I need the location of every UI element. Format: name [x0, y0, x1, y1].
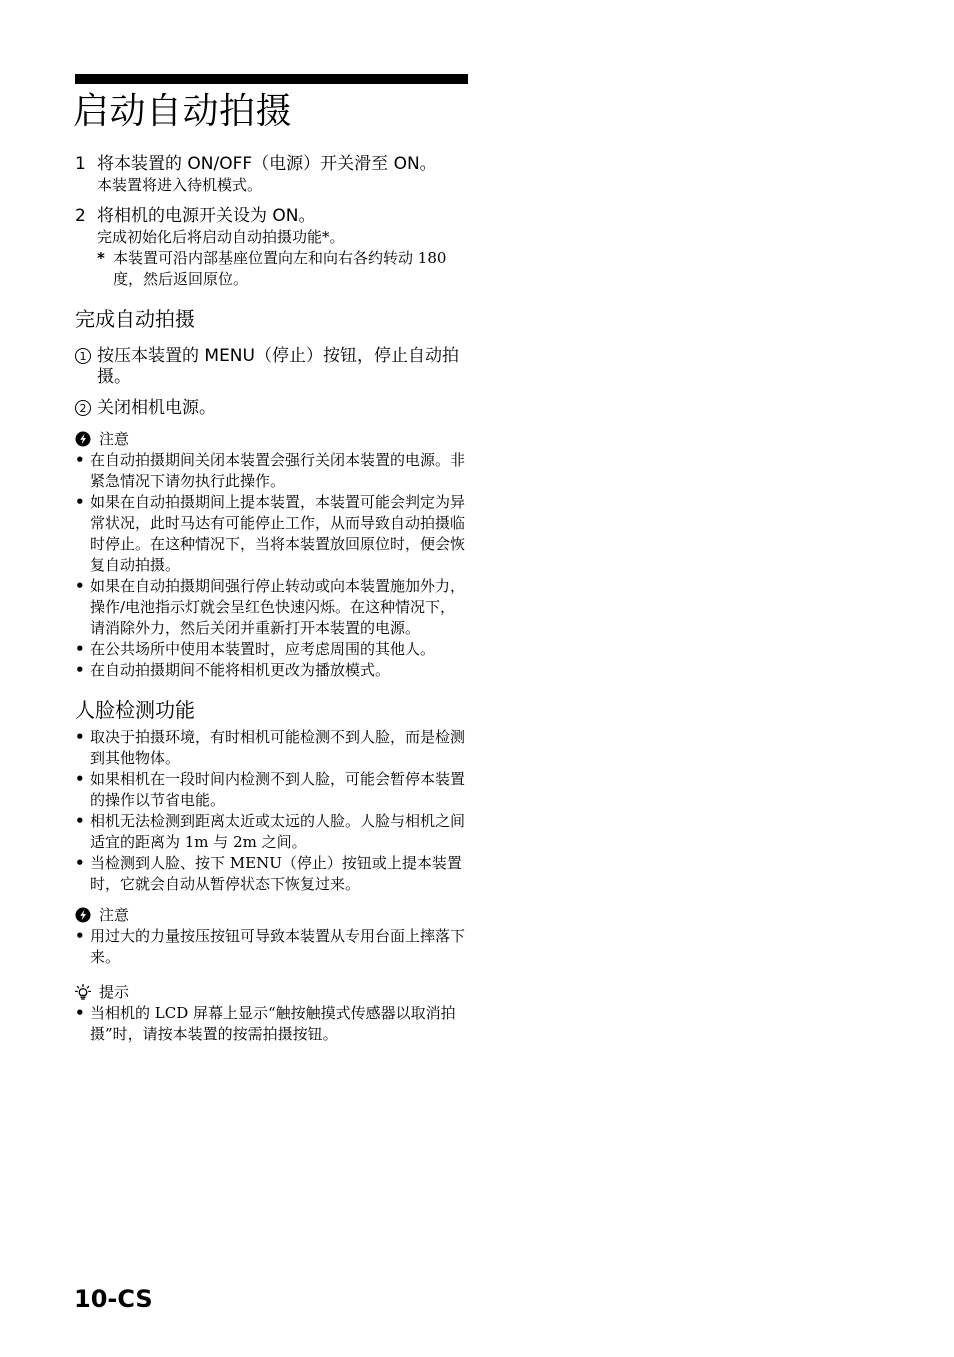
bullet: • — [75, 927, 85, 945]
circled-number: 1 — [75, 348, 91, 364]
bullet: • — [75, 812, 85, 830]
list-item-text: 当检测到人脸、按下 MENU（停止）按钮或上提本装置时，它就会自动从暂停状态下恢复过来。 — [90, 854, 462, 893]
bullet: • — [75, 770, 85, 788]
finish-item-text: 按压本装置的 MENU（停止）按钮，停止自动拍摄。 — [97, 346, 459, 387]
caution-icon — [75, 907, 91, 923]
bullet: • — [75, 577, 85, 595]
bullet: • — [75, 728, 85, 746]
list-item — [75, 576, 468, 639]
content-column — [75, 74, 468, 1045]
list-item — [75, 853, 468, 895]
bullet: • — [75, 661, 85, 679]
list-item — [75, 727, 468, 769]
list-item-text: 当相机的 LCD 屏幕上显示“触按触摸式传感器以取消拍摄”时，请按本装置的按需拍摄按钮。 — [90, 1004, 456, 1043]
list-item-text: 在自动拍摄期间不能将相机更改为播放模式。 — [90, 661, 391, 679]
caution-list — [75, 926, 468, 968]
caution-text: 注意 — [99, 430, 130, 448]
bullet: • — [75, 640, 85, 658]
step-1 — [75, 154, 468, 196]
caution-text: 注意 — [99, 906, 130, 924]
bullet: • — [75, 493, 85, 511]
title-rule — [75, 74, 468, 84]
footnote — [97, 248, 468, 290]
list-item — [75, 660, 468, 681]
footnote-text: 本装置可沿内部基座位置向左和向右各约转动 180 度，然后返回原位。 — [113, 249, 447, 288]
list-item — [75, 926, 468, 968]
circled-number: 2 — [75, 400, 91, 416]
bullet: • — [75, 854, 85, 872]
tip-label — [75, 982, 468, 1002]
list-item-text: 如果在自动拍摄期间强行停止转动或向本装置施加外力，操作/电池指示灯就会呈红色快速闪烁。在这种情况下，请消除外力，然后关闭并重新打开本装置的电源。 — [90, 577, 466, 637]
list-item-text: 如果在自动拍摄期间上提本装置，本装置可能会判定为异常状况，此时马达有可能停止工作，从而导致自动拍摄临时停止。在这种情况下，当将本装置放回原位时，便会恢复自动拍摄。 — [90, 493, 466, 574]
list-item — [75, 450, 468, 492]
list-item-text: 相机无法检测到距离太近或太远的人脸。人脸与相机之间适宜的距离为 1m 与 2m 之间。 — [90, 812, 466, 851]
list-item-text: 在公共场所中使用本装置时，应考虑周围的其他人。 — [90, 640, 436, 658]
caution-list — [75, 450, 468, 681]
caution-icon — [75, 431, 91, 447]
caution-label — [75, 905, 468, 925]
caution-label — [75, 429, 468, 449]
list-item — [75, 492, 468, 576]
finish-item-text: 关闭相机电源。 — [97, 398, 216, 418]
footnote-mark: * — [97, 249, 105, 267]
step-2 — [75, 206, 468, 290]
list-item — [75, 639, 468, 660]
page-number: 10-CS — [74, 1285, 153, 1313]
step-number: 1 — [75, 154, 86, 174]
list-item — [75, 811, 468, 853]
finish-item-1 — [75, 346, 468, 388]
face-list — [75, 727, 468, 895]
tip-list — [75, 1003, 468, 1045]
list-item — [75, 769, 468, 811]
page-title: 启动自动拍摄 — [73, 91, 293, 132]
section-heading-face: 人脸检测功能 — [75, 698, 195, 722]
step-result: 本装置将进入待机模式。 — [97, 176, 263, 194]
step-number: 2 — [75, 206, 86, 226]
tip-text: 提示 — [99, 983, 130, 1001]
list-item-text: 用过大的力量按压按钮可导致本装置从专用台面上摔落下来。 — [90, 927, 466, 966]
step-text: 将相机的电源开关设为 ON。 — [97, 206, 316, 226]
list-item-text: 在自动拍摄期间关闭本装置会强行关闭本装置的电源。非紧急情况下请勿执行此操作。 — [90, 451, 466, 490]
bullet: • — [75, 1004, 85, 1022]
section-heading-finish: 完成自动拍摄 — [75, 307, 195, 331]
list-item-text: 如果相机在一段时间内检测不到人脸，可能会暂停本装置的操作以节省电能。 — [90, 770, 466, 809]
lightbulb-icon — [75, 984, 91, 1000]
list-item-text: 取决于拍摄环境，有时相机可能检测不到人脸，而是检测到其他物体。 — [90, 728, 466, 767]
list-item — [75, 1003, 468, 1045]
bullet: • — [75, 451, 85, 469]
step-result: 完成初始化后将启动自动拍摄功能*。 — [97, 228, 345, 246]
step-text: 将本装置的 ON/OFF（电源）开关滑至 ON。 — [97, 154, 437, 174]
finish-item-2 — [75, 398, 468, 419]
